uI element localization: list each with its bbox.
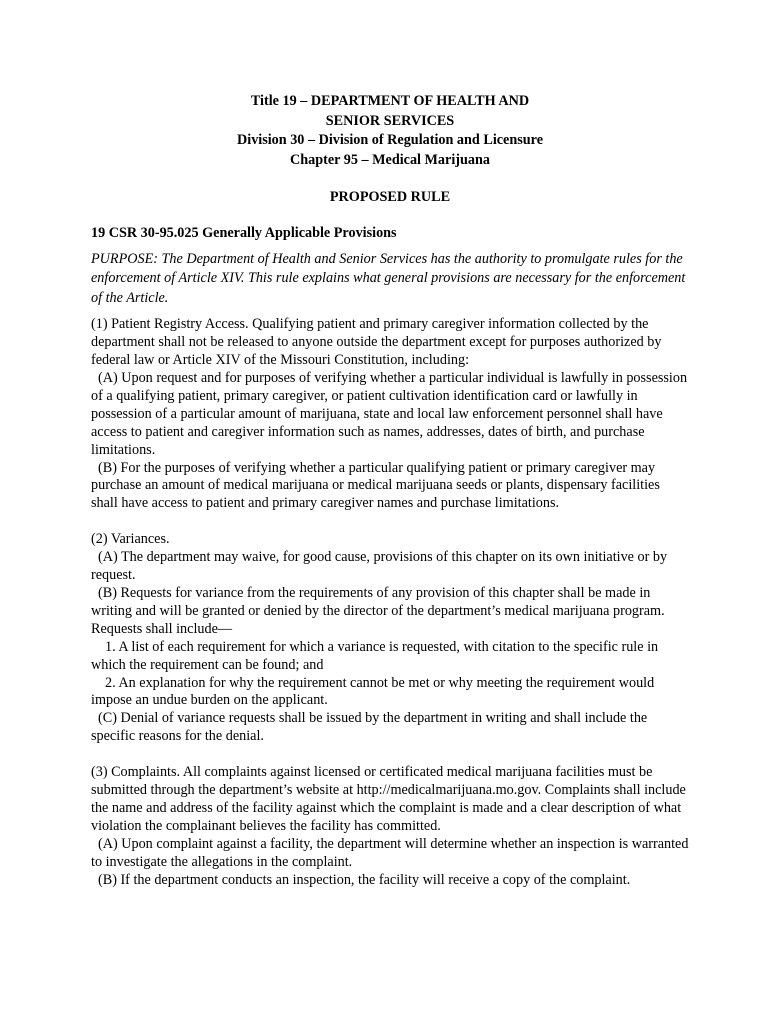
- section2-subsection-c: (C) Denial of variance requests shall be issued by the department in writing and shall include the specific reasons for the denial.: [91, 710, 648, 745]
- header-title-line2: SENIOR SERVICES: [325, 112, 455, 129]
- proposed-rule-heading: PROPOSED RULE: [329, 189, 451, 205]
- section-patient-registry-access: [91, 316, 689, 513]
- section2-item-1: 1. A list of each requirement for which a variance is requested, with citation to the specific rule in which the requirement can be found; and: [91, 638, 659, 673]
- section1-subsection-a: (A) Upon request and for purposes of verifying whether a particular individual is lawfully in possession of a qualifying patient, primary caregiver, or patient cultivation identification card or lawfully in possession of a particular amount of marijuana, state and local law enforcement personnel shall have access to patient and caregiver information such as names, addresses, dates of birth, and purchase limitations.: [91, 370, 688, 458]
- header-chapter: Chapter 95 – Medical Marijuana: [290, 151, 490, 168]
- rule-title: 19 CSR 30-95.025 Generally Applicable Provisions: [91, 224, 397, 241]
- section2-subsection-a: (A) The department may waive, for good cause, provisions of this chapter on its own initiative or by request.: [91, 549, 668, 584]
- header-title-line1: Title 19 – DEPARTMENT OF HEALTH AND: [250, 93, 530, 109]
- section3-subsection-b: (B) If the department conducts an inspection, the facility will receive a copy of the complaint.: [98, 871, 631, 888]
- header-division: Division 30 – Division of Regulation and Licensure: [237, 132, 543, 148]
- section1-subsection-b: (B) For the purposes of verifying whether a particular qualifying patient or primary caregiver may purchase an amount of medical marijuana or medical marijuana seeds or plants, dispensary facilities shall have access to patient and primary caregiver names and purchase limitations.: [91, 459, 660, 512]
- section-complaints: [91, 764, 689, 889]
- document-page: [91, 92, 689, 890]
- purpose-statement: PURPOSE: The Department of Health and Senior Services has the authority to promulgate rules for the enforcement of Article XIV. This rule explains what general provisions are necessary for the enforcement of the Article.: [91, 250, 686, 306]
- section3-subsection-a: (A) Upon complaint against a facility, the department will determine whether an inspection is warranted to investigate the allegations in the complaint.: [91, 835, 689, 870]
- document-header: [91, 92, 689, 170]
- section2-item-2: 2. An explanation for why the requirement cannot be met or why meeting the requirement would impose an undue burden on the applicant.: [91, 674, 655, 709]
- section1-intro: (1) Patient Registry Access. Qualifying patient and primary caregiver information collected by the department shall not be released to anyone outside the department except for purposes authorized by federal law or Article XIV of the Missouri Constitution, including:: [91, 316, 662, 369]
- section3-intro: (3) Complaints. All complaints against licensed or certificated medical marijuana facilities must be submitted through the department’s website at http://medicalmarijuana.mo.gov. Complaints shall include the name and address of the facility against which the complaint is made and a clear description of what violation the complainant believes the facility has committed.: [91, 764, 686, 834]
- section2-intro: (2) Variances.: [91, 531, 170, 548]
- section2-subsection-b: (B) Requests for variance from the requirements of any provision of this chapter shall be made in writing and will be granted or denied by the director of the department’s medical marijuana program. Requests shall include—: [91, 585, 665, 637]
- section-variances: [91, 531, 689, 746]
